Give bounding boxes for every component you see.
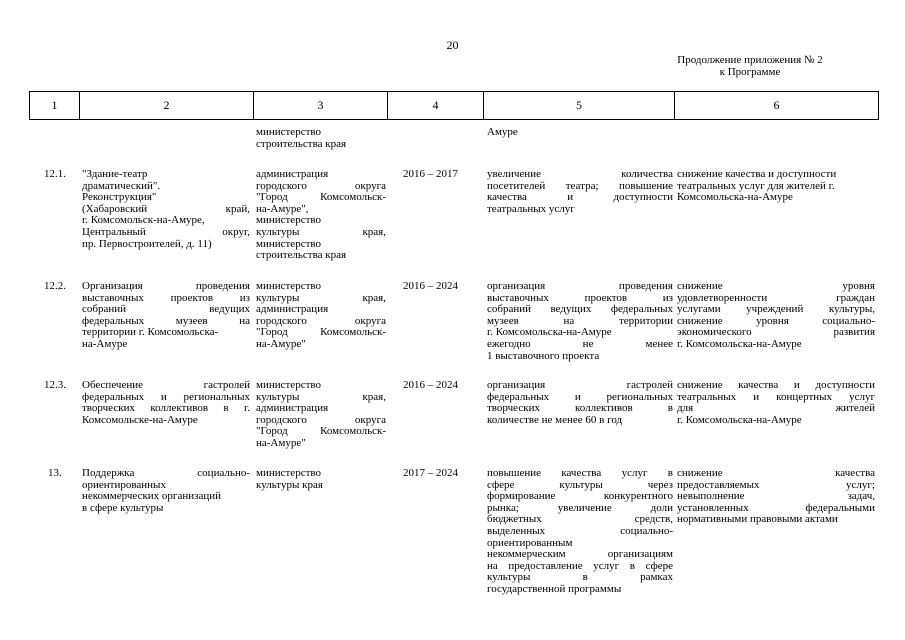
cell-line: Комсомольске-на-Амуре — [82, 413, 198, 426]
cell-line: федеральных и региональных — [82, 390, 250, 403]
cell-line: установленных федеральными — [677, 501, 875, 514]
cell-line: собраний ведущих федеральных — [487, 303, 673, 316]
cell-line: городского округа — [256, 179, 386, 192]
cell-line: творческих коллективов в г. — [82, 402, 250, 415]
cell-line: некоммерческим организациям — [487, 548, 673, 561]
cell-line: федеральных музеев на — [82, 314, 250, 327]
cell-line: некоммерческих организаций — [82, 490, 221, 503]
cell-line: собраний ведущих — [82, 303, 250, 316]
cell-line: администрация — [256, 402, 329, 415]
row-executor — [256, 281, 386, 351]
cell-line: Комсомольска-на-Амуре — [677, 191, 793, 204]
header-col-3: 3 — [254, 92, 388, 119]
cell-line: на-Амуре — [82, 337, 128, 350]
row-risk — [677, 281, 875, 351]
cell-line: снижение уровня социально- — [677, 314, 875, 327]
cell-line: сфере культуры через — [487, 478, 673, 491]
cell-line: услугами учреждений культуры, — [677, 303, 875, 316]
cell-line: театральных и концертных услуг — [677, 390, 875, 403]
cell-line: культуры края, — [256, 390, 386, 403]
cell-line: выставочных проектов из — [82, 291, 250, 304]
row-period: 2016 – 2024 — [403, 379, 458, 391]
cell-line: 1 выставочного проекта — [487, 349, 600, 362]
cell-line: строительства края — [256, 137, 347, 150]
row-executor — [256, 169, 386, 262]
page-number: 20 — [446, 38, 459, 52]
cell-line: Поддержка социально- — [82, 467, 250, 479]
cell-line: формирование конкурентного — [487, 490, 673, 503]
cell-line: предоставляемых услуг; — [677, 478, 875, 491]
cell-line: на-Амуре" — [256, 436, 306, 449]
cell-line: культуры в рамках — [487, 571, 673, 584]
cell-line: снижение качества — [677, 467, 875, 479]
cell-line: снижение качества и доступности — [677, 379, 875, 391]
cell-line: выставочных проектов из — [487, 291, 673, 304]
cell-line: нормативными правовыми актами — [677, 513, 838, 526]
row-executor — [256, 468, 386, 491]
cell-line: Центральный округ, — [82, 225, 250, 238]
cell-line: Реконструкция" — [82, 191, 157, 204]
cell-line: снижение качества и доступности — [677, 168, 837, 180]
row-measure-name — [82, 169, 250, 250]
cell-line: количестве не менее 60 в год — [487, 413, 623, 426]
header-col-1: 1 — [30, 92, 80, 119]
cell-line: снижение уровня — [677, 280, 875, 292]
cell-line: музеев на территории — [487, 314, 673, 327]
cell-line: культуры края — [256, 478, 323, 491]
cell-line: территории г. Комсомольска- — [82, 326, 219, 339]
row-risk — [677, 468, 875, 526]
cell-line: администрация — [256, 168, 329, 180]
row-measure-name — [82, 468, 250, 514]
cell-line: рынка; увеличение доли — [487, 501, 673, 514]
row-period: 2016 – 2017 — [403, 168, 458, 180]
cell-line: г. Комсомольска-на-Амуре — [677, 413, 802, 426]
cell-line: г. Комсомольск-на-Амуре, — [82, 214, 205, 227]
cell-line: "Здание-театр — [82, 168, 148, 180]
cell-line: министерство — [256, 126, 322, 138]
continuation-executor — [256, 127, 386, 150]
row-result — [487, 468, 673, 596]
cell-line: выделенных социально- — [487, 524, 673, 537]
row-number: 12.2. — [44, 280, 66, 292]
row-measure-name — [82, 281, 250, 351]
cell-line: городского округа — [256, 413, 386, 426]
continuation-result — [487, 127, 673, 139]
cell-line: "Город Комсомольск- — [256, 425, 386, 438]
cell-line: ежегодно не менее — [487, 337, 673, 350]
cell-line: организация проведения — [487, 280, 673, 292]
cell-line: г. Комсомольска-на-Амуре — [677, 337, 802, 350]
header-col-2: 2 — [80, 92, 254, 119]
cell-line: ориентированным — [487, 536, 573, 549]
cell-line: министерство — [256, 379, 322, 391]
cell-line: для жителей — [677, 402, 875, 415]
cell-line: экономического развития — [677, 326, 875, 339]
row-result — [487, 169, 673, 215]
row-measure-name — [82, 380, 250, 426]
cell-line: Амуре — [487, 126, 518, 138]
table-header — [29, 91, 879, 120]
header-col-4: 4 — [388, 92, 484, 119]
cell-line: администрация — [256, 303, 329, 316]
appendix-line-2: к Программе — [719, 66, 781, 78]
cell-line: удовлетворенности граждан — [677, 291, 875, 304]
row-number: 13. — [48, 467, 62, 479]
row-number: 12.1. — [44, 168, 66, 180]
cell-line: невыполнение задач, — [677, 490, 875, 503]
cell-line: г. Комсомольска-на-Амуре — [487, 326, 612, 339]
header-col-5: 5 — [484, 92, 675, 119]
cell-line: министерство — [256, 237, 322, 250]
cell-line: министерство — [256, 280, 322, 292]
cell-line: театральных услуг для жителей г. — [677, 179, 835, 192]
appendix-caption — [640, 54, 860, 78]
row-period: 2016 – 2024 — [403, 280, 458, 292]
cell-line: "Город Комсомольск- — [256, 326, 386, 339]
cell-line: на предоставление услуг в сфере — [487, 559, 673, 572]
cell-line: культуры края, — [256, 225, 386, 238]
row-result — [487, 380, 673, 426]
cell-line: повышение качества услуг в — [487, 467, 673, 479]
cell-line: государственной программы — [487, 582, 622, 595]
cell-line: качества и доступности — [487, 191, 673, 204]
cell-line: пр. Первостроителей, д. 11) — [82, 237, 212, 250]
cell-line: на-Амуре" — [256, 337, 306, 350]
header-col-6: 6 — [773, 98, 780, 112]
cell-line: (Хабаровский край, — [82, 202, 250, 215]
row-risk — [677, 380, 875, 426]
row-risk — [677, 169, 875, 204]
cell-line: в сфере культуры — [82, 501, 164, 514]
cell-line: Организация проведения — [82, 280, 250, 292]
cell-line: министерство — [256, 467, 322, 479]
cell-line: творческих коллективов в — [487, 402, 673, 415]
cell-line: культуры края, — [256, 291, 386, 304]
cell-line: строительства края — [256, 249, 347, 262]
cell-line: Обеспечение гастролей — [82, 379, 250, 391]
cell-line: посетителей театра; повышение — [487, 179, 673, 192]
cell-line: бюджетных средств, — [487, 513, 673, 526]
cell-line: "Город Комсомольск- — [256, 191, 386, 204]
cell-line: на-Амуре", — [256, 202, 309, 215]
cell-line: городского округа — [256, 314, 386, 327]
cell-line: ориентированных — [82, 478, 166, 491]
row-period: 2017 – 2024 — [403, 467, 458, 479]
appendix-line-1: Продолжение приложения № 2 — [677, 54, 823, 66]
row-executor — [256, 380, 386, 450]
cell-line: театральных услуг — [487, 202, 575, 215]
cell-line: министерство — [256, 214, 322, 227]
row-number: 12.3. — [44, 379, 66, 391]
cell-line: увеличение количества — [487, 168, 673, 180]
row-result — [487, 281, 673, 362]
cell-line: организация гастролей — [487, 379, 673, 391]
cell-line: драматический". — [82, 179, 161, 192]
cell-line: федеральных и региональных — [487, 390, 673, 403]
